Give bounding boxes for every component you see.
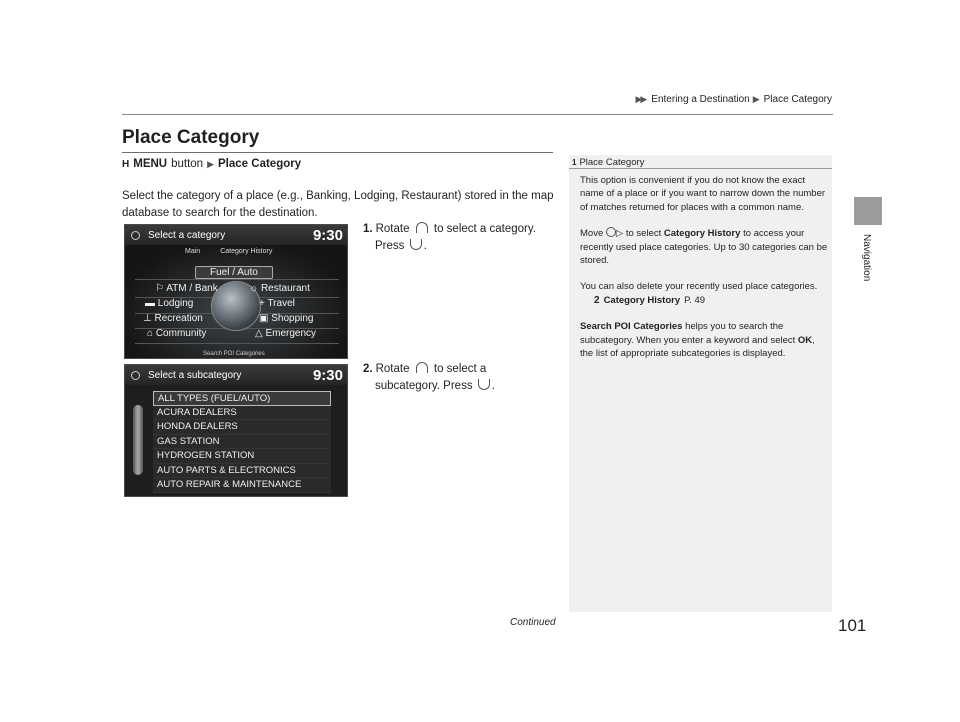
tab-main[interactable]: Main	[185, 248, 201, 255]
subcategory-screen	[124, 364, 348, 497]
breadcrumb-arrow-icon: ▶	[752, 94, 758, 104]
category-item[interactable]: ⊥ Recreation	[143, 313, 203, 324]
interface-dial-move-icon	[606, 227, 616, 237]
clock: 9:30	[312, 227, 343, 244]
section-label: Navigation	[861, 234, 872, 282]
interface-dial-press-icon	[410, 239, 422, 250]
category-item[interactable]: ☼ Restaurant	[249, 283, 310, 294]
reference-icon: 2	[594, 294, 600, 306]
tab-category-history[interactable]: Category History	[220, 248, 273, 255]
category-item[interactable]: △ Emergency	[255, 328, 317, 339]
screen-title: Select a subcategory	[148, 369, 242, 381]
category-item[interactable]: ▣ Shopping	[259, 313, 314, 324]
menu-path	[122, 158, 301, 170]
page-number: 101	[838, 616, 867, 635]
subcategory-item[interactable]: HYDROGEN STATION	[153, 449, 331, 464]
subcategory-item[interactable]: ACURA DEALERS	[153, 406, 331, 421]
subcategory-item[interactable]: AUTO PARTS & ELECTRONICS	[153, 464, 331, 479]
category-item[interactable]: + Travel	[259, 298, 295, 309]
category-item[interactable]: ▬ Lodging	[145, 298, 194, 309]
note-paragraph: Move ▷ to select Category History to access your recently used place categories. Up to 30 categories can be stored.	[580, 228, 828, 267]
interface-dial-rotate-icon	[416, 222, 428, 233]
step-2: 2. Rotate to select a subcategory. Press .	[363, 363, 495, 392]
screen-header	[125, 365, 347, 385]
menu-icon: H	[122, 158, 130, 170]
menu-button-label: MENU	[133, 158, 168, 170]
section-tab-marker	[854, 197, 882, 225]
menu-target: Place Category	[218, 158, 302, 170]
screen-header	[125, 225, 347, 245]
menu-button-suffix: button	[171, 158, 204, 170]
category-item[interactable]: ⌂ Community	[147, 328, 207, 339]
home-icon[interactable]	[131, 231, 140, 240]
category-item[interactable]: Fuel / Auto	[195, 266, 273, 279]
page-title: Place Category	[122, 127, 260, 148]
cross-reference[interactable]: 2 Category History P. 49	[594, 294, 706, 306]
header-rule	[122, 114, 833, 115]
intro-text: Select the category of a place (e.g., Banking, Lodging, Restaurant) stored in the map database to search for the destination.	[122, 190, 554, 219]
clock: 9:30	[312, 367, 343, 384]
subcategory-item[interactable]: AUTO REPAIR & MAINTENANCE	[153, 478, 331, 493]
breadcrumb-arrow-icon: ▶▶	[635, 94, 646, 104]
subcategory-item[interactable]: GAS STATION	[153, 435, 331, 450]
note-marker-icon: 1	[572, 158, 577, 167]
note-paragraph: This option is convenient if you do not know the exact name of a place or if you want to narrow down the number of matches returned for places with a common name.	[580, 175, 826, 213]
subcategory-item[interactable]: HONDA DEALERS	[153, 420, 331, 435]
breadcrumb-item[interactable]: Entering a Destination	[651, 94, 750, 105]
note-paragraph: Search POI Categories helps you to search the subcategory. When you enter a keyword and select OK, the list of appropriate subcategories is displayed.	[580, 321, 815, 360]
step-1: 1. Rotate to select a category. Press .	[363, 223, 536, 252]
home-icon[interactable]	[131, 371, 140, 380]
category-screen	[124, 224, 348, 359]
breadcrumb-item[interactable]: Place Category	[763, 94, 832, 105]
category-tabs	[185, 248, 272, 255]
search-poi-categories[interactable]: Search POI Categories	[203, 351, 265, 357]
category-item[interactable]: ⚐ ATM / Bank	[155, 283, 218, 294]
breadcrumb	[635, 94, 832, 105]
note-heading: 1 Place Category	[572, 157, 645, 168]
interface-dial-rotate-icon	[416, 362, 428, 373]
path-arrow-icon: ▶	[207, 158, 215, 169]
note-rule	[569, 168, 832, 169]
continued-label: Continued	[510, 617, 556, 628]
interface-dial-press-icon	[478, 379, 490, 390]
scrollbar[interactable]	[133, 405, 143, 475]
subcategory-item[interactable]: ALL TYPES (FUEL/AUTO)	[153, 391, 331, 406]
title-rule	[122, 152, 553, 153]
note-paragraph: You can also delete your recently used place categories.	[580, 281, 818, 293]
screen-title: Select a category	[148, 229, 226, 241]
note-text	[580, 174, 830, 373]
